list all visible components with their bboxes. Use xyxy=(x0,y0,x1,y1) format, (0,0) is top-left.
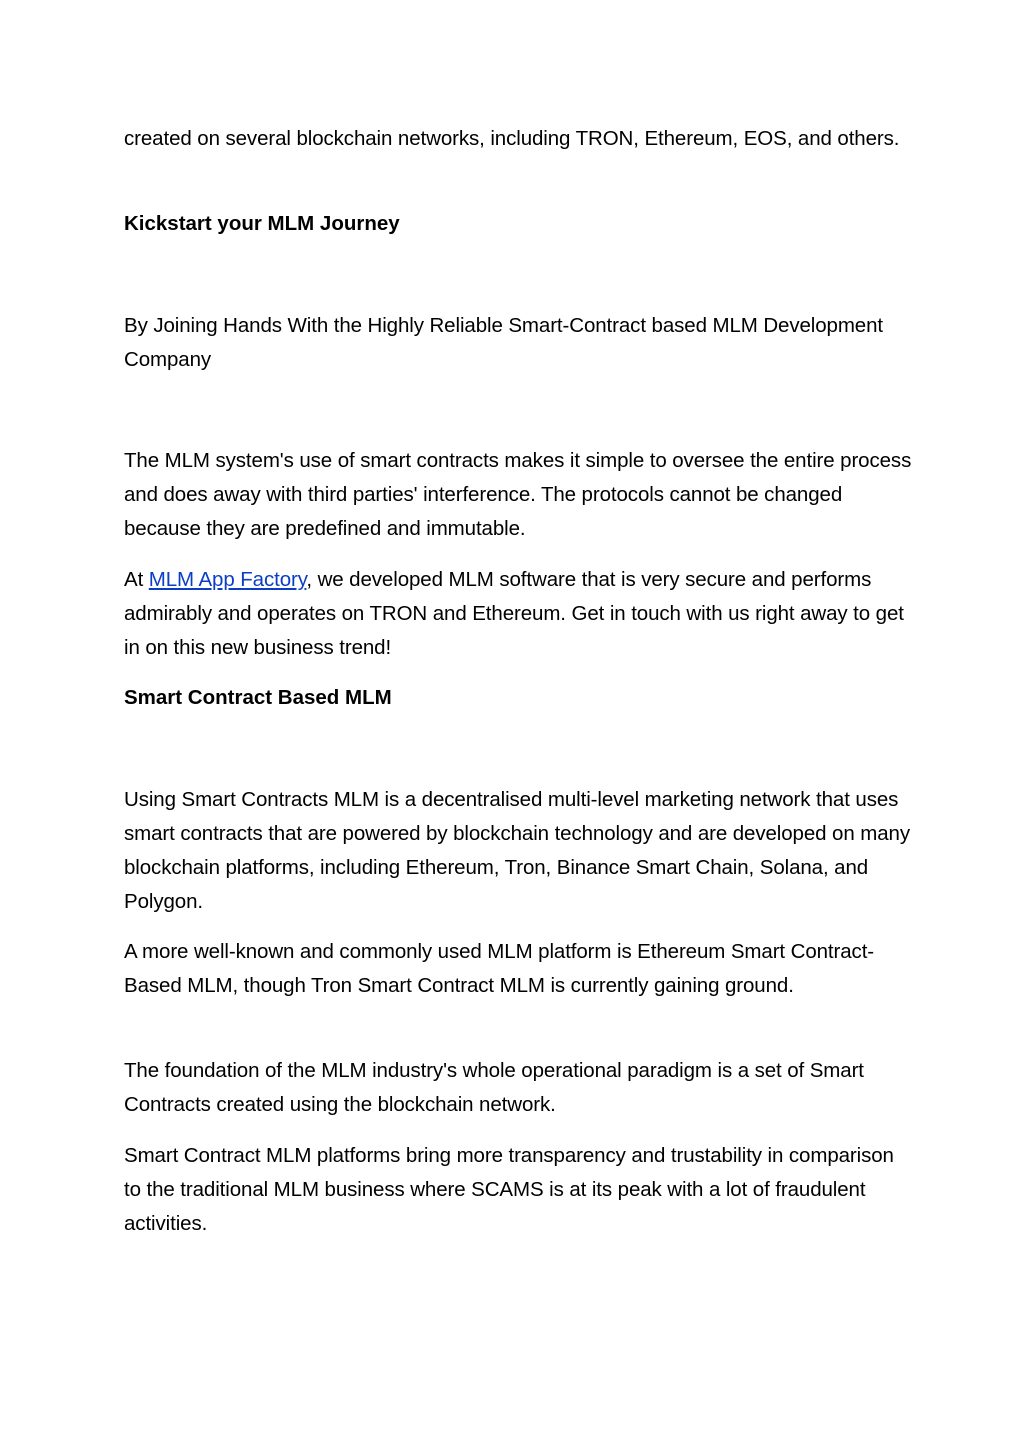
paragraph-foundation: The foundation of the MLM industry's whole operational paradigm is a set of Smart Contracts created using the blockchain network. xyxy=(124,1059,864,1116)
paragraph-joining-hands: By Joining Hands With the Highly Reliable Smart-Contract based MLM Development Company xyxy=(124,314,884,371)
mlm-app-factory-link[interactable]: MLM App Factory xyxy=(148,568,307,591)
paragraph-mlm-app-factory xyxy=(124,563,914,665)
paragraph-prefix: At xyxy=(124,568,149,591)
paragraph-using-smart-contracts: Using Smart Contracts MLM is a decentralised multi-level marketing network that uses smart contracts that are powered by blockchain technology and are developed on many blockchain platforms, including Ethereum, Tron, Binance Smart Chain, Solana, and Polygon. xyxy=(124,788,910,913)
heading-smart-contract-based-mlm: Smart Contract Based MLM xyxy=(124,686,392,709)
paragraph-smart-contracts-oversee: The MLM system's use of smart contracts makes it simple to oversee the entire process and does away with third parties' interference. The protocols cannot be changed because they are predefined and immutable. xyxy=(124,449,912,540)
heading-kickstart-journey: Kickstart your MLM Journey xyxy=(124,212,400,235)
paragraph-suffix: , we developed MLM software that is very secure and performs admirably and operates on TRON and Ethereum. Get in touch with us right away to get in on this new business trend! xyxy=(124,568,904,659)
paragraph-blockchain-networks: created on several blockchain networks, including TRON, Ethereum, EOS, and others. xyxy=(124,127,900,150)
paragraph-well-known-platform: A more well-known and commonly used MLM platform is Ethereum Smart Contract-Based MLM, though Tron Smart Contract MLM is currently gaining ground. xyxy=(124,940,875,997)
paragraph-transparency: Smart Contract MLM platforms bring more transparency and trustability in comparison to the traditional MLM business where SCAMS is at its peak with a lot of fraudulent activities. xyxy=(124,1144,894,1235)
